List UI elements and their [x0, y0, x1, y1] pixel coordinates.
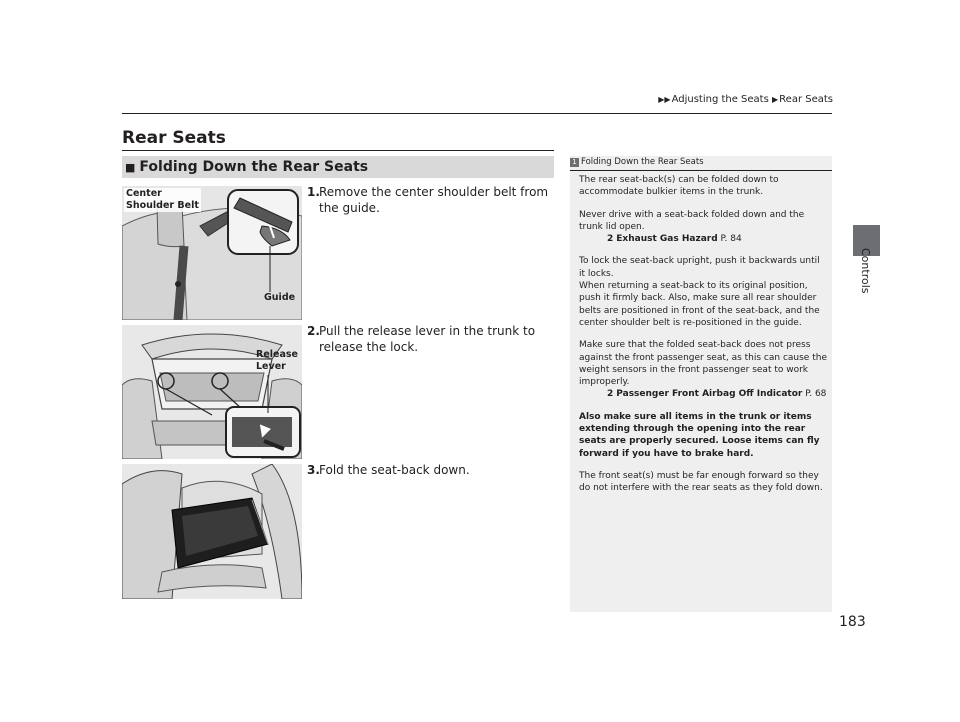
callout-belt-line-2: Shoulder Belt — [126, 200, 199, 211]
chapter-tab-label: Controls — [859, 248, 872, 294]
note-warning-paragraph: Also make sure all items in the trunk or items extending through the opening into the rear seats are properly secured. Loose items can fly forward if you have to brake hard. — [579, 411, 820, 459]
breadcrumb — [658, 94, 833, 105]
note-paragraph: The front seat(s) must be far enough forward so they do not interfere with the rear seats as they fold down. — [579, 470, 823, 494]
note-paragraph — [579, 339, 827, 400]
step-text: Remove the center shoulder belt from the guide. — [319, 185, 549, 215]
callout-belt-line-1: Center — [126, 188, 162, 199]
section-title: Folding Down the Rear Seats — [139, 159, 369, 175]
breadcrumb-part-2[interactable]: Rear Seats — [779, 94, 833, 105]
page-title: Rear Seats — [122, 128, 226, 148]
note-rule — [570, 170, 832, 171]
reference-page[interactable]: P. 84 — [717, 234, 742, 245]
breadcrumb-part-1[interactable]: Adjusting the Seats — [671, 94, 769, 105]
step-2 — [307, 323, 555, 355]
step-3 — [307, 462, 555, 478]
note-paragraph: To lock the seat-back upright, push it backwards until it locks. — [579, 256, 820, 279]
reference-arrow-icon: 2 — [607, 389, 614, 400]
callout-release-line-1: Release — [256, 349, 298, 360]
header-rule — [122, 113, 832, 114]
reference-label[interactable]: Passenger Front Airbag Off Indicator — [616, 389, 803, 400]
note-marker-icon: 1 — [570, 158, 579, 167]
note-body — [579, 174, 827, 505]
breadcrumb-arrow-icon: ▶ — [772, 95, 779, 104]
note-heading-text: Folding Down the Rear Seats — [581, 157, 704, 167]
step-text: Pull the release lever in the trunk to release the lock. — [319, 324, 536, 354]
callout-guide: Guide — [264, 292, 296, 303]
note-heading — [570, 157, 832, 167]
step-text: Fold the seat-back down. — [319, 463, 470, 477]
illustration-release-lever — [122, 325, 302, 459]
step-1 — [307, 184, 555, 216]
note-paragraph — [579, 209, 827, 246]
note-paragraph: The rear seat-back(s) can be folded down to accommodate bulkier items in the trunk. — [579, 175, 779, 198]
cross-reference-airbag[interactable] — [579, 388, 827, 400]
section-heading — [122, 156, 554, 178]
callout-center-shoulder-belt — [124, 188, 201, 212]
reference-page[interactable]: P. 68 — [802, 389, 827, 400]
illustration-folded-seat — [122, 464, 302, 599]
note-paragraph: When returning a seat-back to its original position, push it firmly back. Also, make sure all rear shoulder belts are positioned in front of the seat-back, and the center shoulder belt is re-positioned in the guide. — [579, 281, 820, 328]
step-number: 3. — [307, 463, 320, 477]
step-number: 2. — [307, 324, 320, 338]
callout-release-line-2: Lever — [256, 361, 286, 372]
reference-arrow-icon: 2 — [607, 234, 614, 245]
cross-reference-exhaust[interactable] — [579, 233, 827, 245]
step-number: 1. — [307, 185, 320, 199]
section-square-icon: ■ — [125, 160, 136, 174]
page-number: 183 — [839, 614, 866, 630]
breadcrumb-arrow-icon: ▶▶ — [658, 95, 671, 104]
title-rule — [122, 150, 554, 151]
callout-release-lever — [256, 349, 298, 373]
note-paragraph-text: Never drive with a seat-back folded down and the trunk lid open. — [579, 209, 805, 232]
reference-label[interactable]: Exhaust Gas Hazard — [616, 234, 718, 245]
note-paragraph-text: Make sure that the folded seat-back does not press against the front passenger seat, as this can cause the weight sensors in the front passenger seat to work improperly. — [579, 340, 827, 388]
